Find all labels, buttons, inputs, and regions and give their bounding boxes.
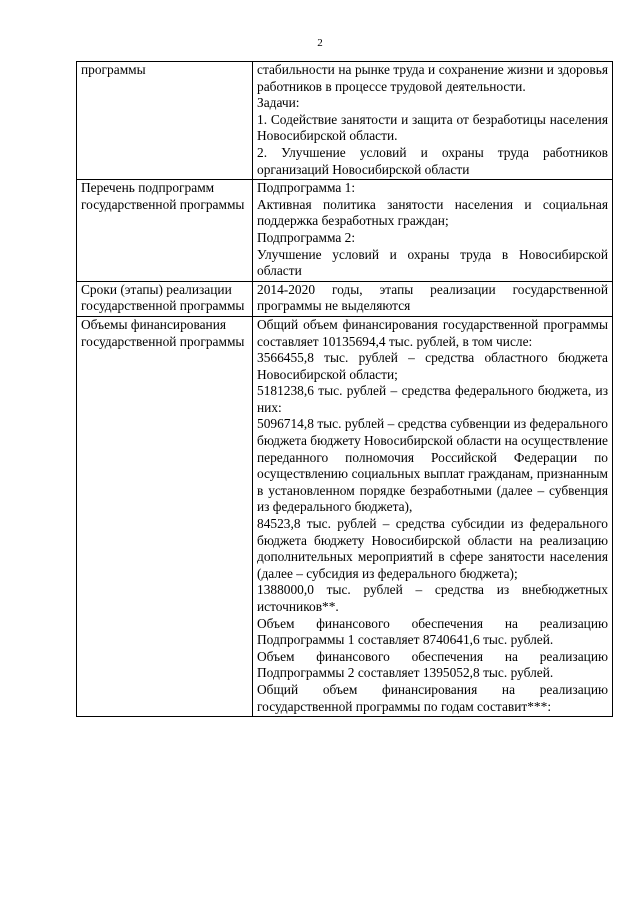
value-paragraph: 5096714,8 тыс. рублей – средства субвенции из федерального бюджета бюджету Новосибирской области на осуществление переданного полномочия Российской Федерации по осуществлению социальных выплат гражданам, признанным в установленном порядке безработными (далее – субвенция из федерального бюджета),	[257, 416, 608, 515]
value-paragraph: 1388000,0 тыс. рублей – средства из внебюджетных источников**.	[257, 582, 608, 614]
row-label: Сроки (этапы) реализации государственной программы	[77, 281, 253, 316]
row-value	[253, 180, 613, 282]
row-label: Перечень подпрограмм государственной программы	[77, 180, 253, 282]
value-paragraph: Подпрограмма 1:	[257, 180, 356, 196]
value-paragraph: 3566455,8 тыс. рублей – средства областного бюджета Новосибирской области;	[257, 350, 608, 382]
value-paragraph: Активная политика занятости населения и социальная поддержка безработных граждан;	[257, 196, 608, 229]
row-value	[253, 62, 613, 180]
value-paragraph: 84523,8 тыс. рублей – средства субсидии из федерального бюджета бюджету Новосибирской области на реализацию дополнительных мероприятий в сфере занятости населения (далее – субсидия из федерального бюджета);	[257, 516, 608, 581]
page-number: 2	[317, 37, 323, 49]
program-passport-table	[76, 61, 613, 717]
row-value	[253, 281, 613, 316]
value-paragraph: Объем финансового обеспечения на реализацию Подпрограммы 1 составляет 8740641,6 тыс. рублей.	[257, 615, 608, 648]
value-paragraph: 1. Содействие занятости и защита от безработицы населения Новосибирской области.	[257, 111, 608, 144]
value-paragraph: 5181238,6 тыс. рублей – средства федерального бюджета, из них:	[257, 383, 608, 415]
row-label: Объемы финансирования государственной программы	[77, 316, 253, 716]
value-paragraph: стабильности на рынке труда и сохранение жизни и здоровья работников в процессе трудовой деятельности.	[257, 62, 608, 94]
value-paragraph: Общий объем финансирования государственной программы составляет 10135694,4 тыс. рублей, в том числе:	[257, 316, 608, 349]
table-row-terms	[77, 281, 613, 316]
value-paragraph: Задачи:	[257, 95, 300, 111]
value-paragraph: 2014-2020 годы, этапы реализации государственной программы не выделяются	[257, 281, 608, 314]
value-paragraph: Подпрограмма 2:	[257, 229, 356, 245]
table-row-subprograms	[77, 180, 613, 282]
row-value	[253, 316, 613, 716]
row-label: программы	[77, 62, 253, 180]
table-row-goal-continuation	[77, 62, 613, 180]
value-paragraph: 2. Улучшение условий и охраны труда работников организаций Новосибирской области	[257, 144, 608, 177]
table-row-funding	[77, 316, 613, 716]
value-paragraph: Общий объем финансирования на реализацию государственной программы по годам составит***:	[257, 681, 608, 714]
value-paragraph: Объем финансового обеспечения на реализацию Подпрограммы 2 составляет 1395052,8 тыс. рублей.	[257, 648, 608, 681]
value-paragraph: Улучшение условий и охраны труда в Новосибирской области	[257, 246, 608, 279]
